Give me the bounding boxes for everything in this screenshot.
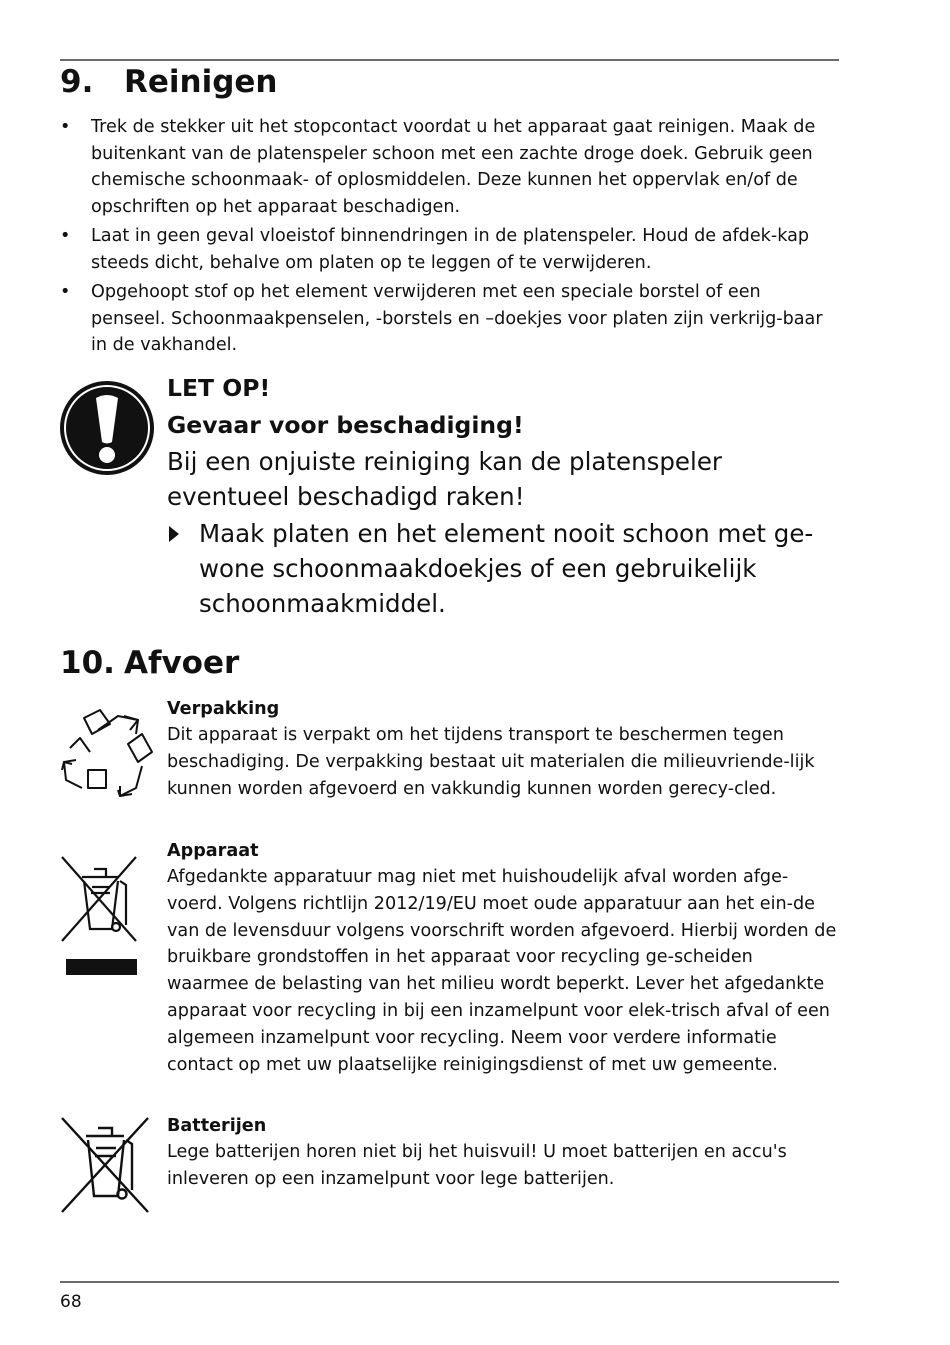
- device-section: [167, 838, 839, 1078]
- warning-block: [167, 370, 847, 621]
- section-9-heading: [60, 64, 278, 100]
- warning-text: Bij een onjuiste reiniging kan de platenspeler eventueel beschadigd raken!: [167, 447, 722, 511]
- section-9-title: Reinigen: [124, 64, 278, 100]
- list-item: • Laat in geen geval vloeistof binnendringen in de platenspeler. Houd de afdek-kap steeds dicht, behalve om platen op te leggen of te verwijderen.: [60, 226, 810, 273]
- cleaning-bullet-list: [60, 114, 840, 362]
- device-text: Afgedankte apparatuur mag niet met huishoudelijk afval worden afge-voerd. Volgens richtlijn 2012/19/EU moet oude apparatuur aan het ein-de van de levensduur volgens voorschrift worden afgevoerd. Hierbij worden de bruikbare grondstoffen in het apparaat voor recycling ge-scheiden waarmee de belasting van het milieu wordt beperkt. Lever het afgedankte apparaat voor recycling in bij een inzamelpunt voor elek-trisch afval of een algemeen inzamelpunt voor recycling. Neem voor verdere informatie contact op met uw plaatselijke reinigingsdienst of met uw gemeente.: [167, 867, 837, 1075]
- section-10-number: 10.: [60, 645, 115, 681]
- device-heading: Apparaat: [167, 841, 259, 861]
- packaging-section: [167, 696, 839, 802]
- section-10-title: Afvoer: [124, 645, 240, 681]
- warning-title: LET OP!: [167, 374, 271, 402]
- batteries-section: [167, 1113, 839, 1193]
- bottom-rule: [60, 1281, 839, 1283]
- batteries-heading: Batterijen: [167, 1116, 267, 1136]
- warning-step: Maak platen en het element nooit schoon met ge-wone schoonmaakdoekjes of een gebruikelijk schoonmaakmiddel.: [167, 516, 847, 621]
- arrow-right-icon: [169, 526, 179, 542]
- packaging-text: Dit apparaat is verpakt om het tijdens transport te beschermen tegen beschadiging. De verpakking bestaat uit materialen die milieuvriende-lijk kunnen worden afgevoerd en vakkundig kunnen worden gerecy-cled.: [167, 725, 815, 799]
- batteries-text: Lege batterijen horen niet bij het huisvuil! U moet batterijen en accu's inleveren op een inzamelpunt voor lege batterijen.: [167, 1142, 787, 1189]
- list-item: • Opgehoopt stof op het element verwijderen met een speciale borstel of een penseel. Schoonmaakpenselen, -borstels en –doekjes voor platen zijn verkrijg-baar in de vakhandel.: [60, 282, 823, 355]
- recycle-icon: [58, 708, 156, 800]
- warning-subtitle: Gevaar voor beschadiging!: [167, 411, 524, 439]
- top-rule: [60, 59, 839, 61]
- crossed-bin-icon: [60, 855, 140, 979]
- section-10-heading: [60, 645, 239, 681]
- section-9-number: 9.: [60, 64, 94, 100]
- list-item: • Trek de stekker uit het stopcontact voordat u het apparaat gaat reinigen. Maak de buitenkant van de platenspeler schoon met een zachte droge doek. Gebruik geen chemische schoonmaak- of oplosmiddelen. Deze kunnen het oppervlak en/of de opschriften op het apparaat beschadigen.: [60, 117, 816, 217]
- packaging-heading: Verpakking: [167, 699, 280, 719]
- exclamation-icon: [59, 380, 155, 476]
- crossed-bin-icon: [60, 1116, 150, 1214]
- page-number: 68: [60, 1292, 82, 1312]
